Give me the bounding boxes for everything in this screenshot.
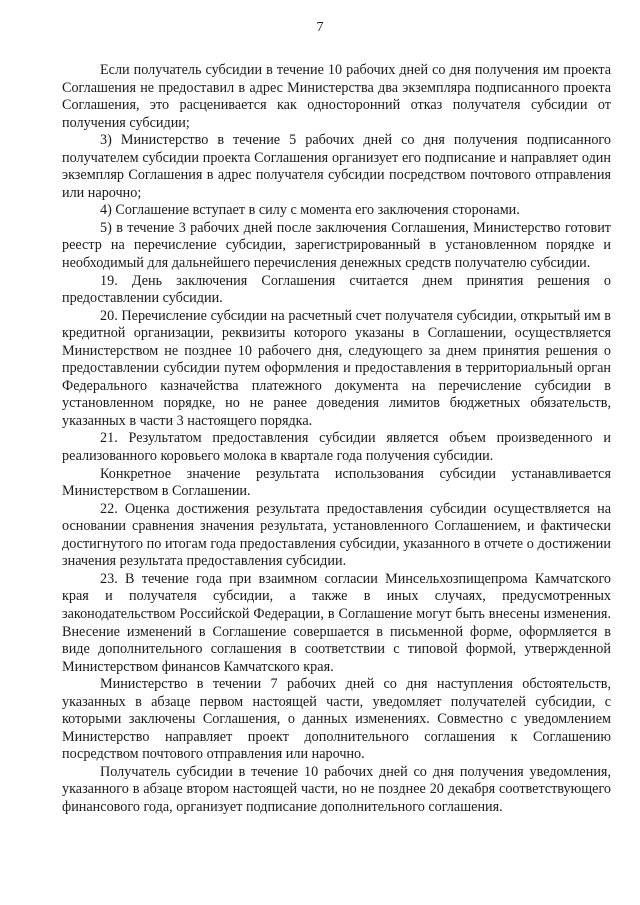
paragraph-clause-21: 21. Результатом предоставления субсидии является объем произведенного и реализованного коровьего молока в квартале года получения субсидии. — [62, 430, 611, 465]
page-number: 7 — [316, 20, 324, 35]
paragraph-result-value: Конкретное значение результата использования субсидии устанавливается Министерством в Соглашении. — [62, 465, 611, 500]
paragraph-subsidy-refusal: Если получатель субсидии в течение 10 рабочих дней со дня получения им проекта Соглашения не предоставил в адрес Министерства два экземпляра подписанного проекта Соглашения, это расценивается как односторонний отказ получателя субсидии от получения субсидии; — [62, 62, 611, 131]
paragraph-clause-22: 22. Оценка достижения результата предоставления субсидии осуществляется на основании сравнения значения результата, установленного Соглашением, и фактически достигнутого по итогам года предоставления субсидии, указанного в отчете о достижении значения результата предоставления субсидии. — [62, 500, 611, 570]
paragraph-clause-20: 20. Перечисление субсидии на расчетный счет получателя субсидии, открытый им в кредитной организации, реквизиты которого указаны в Соглашении, осуществляется Министерством не позднее 10 рабочего дня, следующего за днем принятия решения о предоставлении субсидии путем оформления и предоставления в территориальный орган Федерального казначейства платежного документа на перечисление субсидии в установленном порядке, но не ранее доведения лимитов бюджетных обязательств, указанных в части 3 настоящего порядка. — [62, 307, 611, 429]
paragraph-item-4: 4) Соглашение вступает в силу с момента его заключения сторонами. — [100, 202, 520, 219]
paragraph-recipient-signing: Получатель субсидии в течение 10 рабочих дней со дня получения уведомления, указанного в абзаце втором настоящей части, но не позднее 20 декабря соответствующего финансового года, организует подписание дополнительного соглашения. — [62, 763, 611, 815]
paragraph-clause-23: 23. В течение года при взаимном согласии Минсельхозпищепрома Камчатского края и получателя субсидии, а также в иных случаях, предусмотренных законодательством Российской Федерации, в Соглашение могут быть внесены изменения. Внесение изменений в Соглашение совершается в письменной форме, оформляется в виде дополнительного соглашения в соответствии с типовой формой, утвержденной Министерством финансов Камчатского края. — [62, 570, 611, 675]
paragraph-ministry-notification: Министерство в течении 7 рабочих дней со дня наступления обстоятельств, указанных в абзаце первом настоящей части, уведомляет получателей субсидии, с которыми заключены Соглашения, о данных изменениях. Совместно с уведомлением Министерство направляет проект дополнительного соглашения к Соглашению посредством почтового отправления или нарочно. — [62, 676, 611, 763]
paragraph-clause-19: 19. День заключения Соглашения считается днем принятия решения о предоставлении субсидии. — [62, 272, 611, 307]
document-body — [62, 62, 611, 817]
paragraph-item-5: 5) в течение 3 рабочих дней после заключения Соглашения, Министерство готовит реестр на перечисление субсидии, зарегистрированный в установленном порядке и необходимый для дальнейшего перечисления денежных средств получателю субсидии. — [62, 219, 611, 272]
paragraph-item-3: 3) Министерство в течение 5 рабочих дней со дня получения подписанного получателем субсидии проекта Соглашения организует его подписание и направляет один экземпляр Соглашения в адрес получателя субсидии посредством почтового отправления или нарочно; — [62, 132, 611, 201]
